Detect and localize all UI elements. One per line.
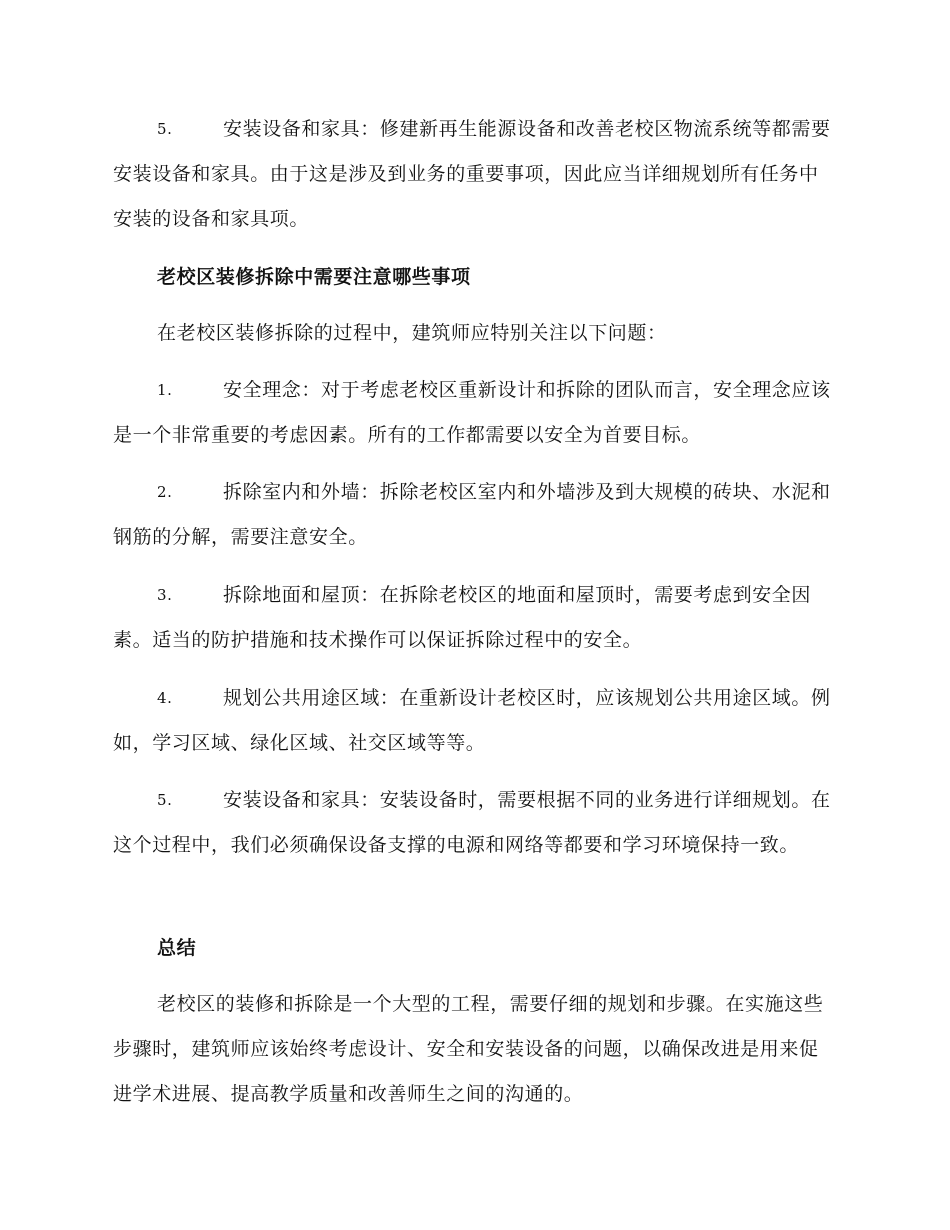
- list-item-text: 安装设备和家具：安装设备时，需要根据不同的业务进行详细规划。在这个过程中，我们必须确保设备支撑的电源和网络等都要和学习环境保持一致。: [113, 789, 831, 856]
- list-item-text: 规划公共用途区域：在重新设计老校区时，应该规划公共用途区域。例如，学习区域、绿化区域、社交区域等等。: [113, 687, 831, 754]
- list-item: [113, 573, 833, 663]
- list-item: [113, 470, 833, 560]
- list-number: 1.: [157, 381, 173, 399]
- list-item: [113, 107, 833, 242]
- list-number: 4.: [157, 689, 173, 707]
- list-number: 3.: [157, 586, 173, 604]
- summary-heading: 总结: [157, 937, 197, 959]
- list-item-text: 安全理念：对于考虑老校区重新设计和拆除的团队而言，安全理念应该是一个非常重要的考虑因素。所有的工作都需要以安全为首要目标。: [113, 379, 831, 446]
- paragraph: 在老校区装修拆除的过程中，建筑师应特别关注以下问题：: [157, 322, 667, 344]
- list-number: 5.: [157, 791, 173, 809]
- list-item-text: 拆除室内和外墙：拆除老校区室内和外墙涉及到大规模的砖块、水泥和钢筋的分解，需要注意安全。: [113, 481, 831, 548]
- list-item: [113, 368, 833, 458]
- list-item-text: 安装设备和家具：修建新再生能源设备和改善老校区物流系统等都需要安装设备和家具。由于这是涉及到业务的重要事项，因此应当详细规划所有任务中安装的设备和家具项。: [113, 118, 831, 230]
- list-item: [113, 778, 833, 868]
- section-heading: 老校区装修拆除中需要注意哪些事项: [157, 266, 471, 288]
- summary-paragraph: 老校区的装修和拆除是一个大型的工程，需要仔细的规划和步骤。在实施这些步骤时，建筑师应该始终考虑设计、安全和安装设备的问题，以确保改进是用来促进学术进展、提高教学质量和改善师生之间的沟通的。: [113, 993, 824, 1105]
- list-item: [113, 676, 833, 766]
- list-number: 2.: [157, 483, 173, 501]
- list-item-text: 拆除地面和屋顶：在拆除老校区的地面和屋顶时，需要考虑到安全因素。适当的防护措施和技术操作可以保证拆除过程中的安全。: [113, 584, 812, 651]
- list-number: 5.: [157, 120, 173, 138]
